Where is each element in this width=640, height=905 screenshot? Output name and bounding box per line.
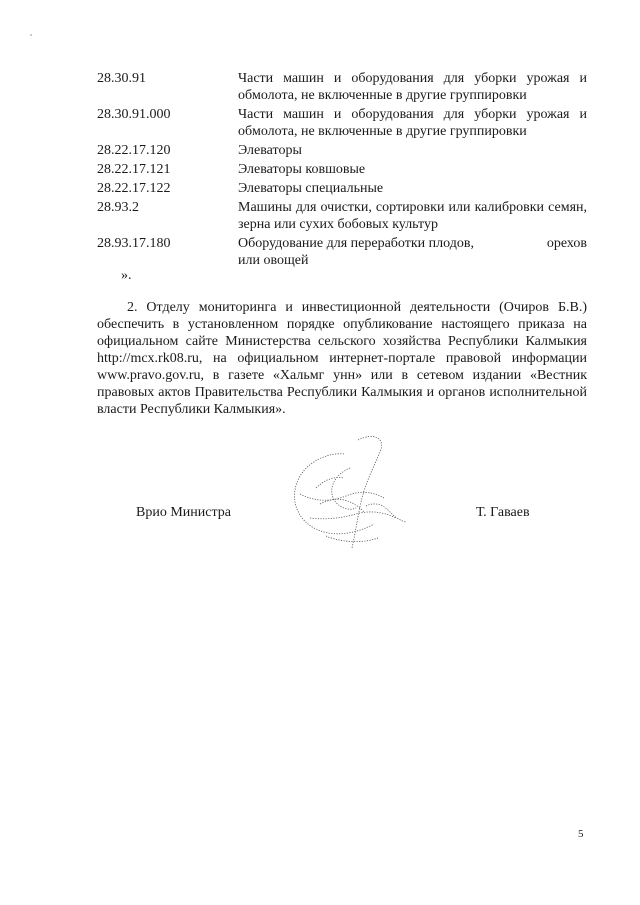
description-cell: Части машин и оборудования для уборки урожая и обмолота, не включенные в другие группировки <box>238 71 587 103</box>
codes-table <box>97 70 587 271</box>
page-number: 5 <box>578 828 584 840</box>
code-cell: 28.22.17.121 <box>97 162 171 177</box>
code-row <box>97 199 587 233</box>
closing-quote: ». <box>121 268 132 283</box>
code-cell: 28.22.17.120 <box>97 143 171 158</box>
code-cell: 28.30.91.000 <box>97 107 171 122</box>
handwritten-signature <box>270 432 430 562</box>
signatory-title: Врио Министра <box>136 505 231 520</box>
publication-paragraph: 2. Отделу мониторинга и инвестиционной деятельности (Очиров Б.В.) обеспечить в установленном порядке опубликование настоящего приказа на официальном сайте Министерства сельского хозяйства Республики Калмыкия http://mcx.rk08.ru, на официальном интернет-портале правовой информации www.pravo.gov.ru, в газете «Хальмг унн» или в сетевом издании «Вестник правовых актов Правительства Республики Калмыкия и органов исполнительной власти Республики Калмыкия». <box>97 300 587 417</box>
code-row <box>97 142 587 159</box>
description-part: орехов <box>546 236 587 251</box>
code-cell: 28.93.17.180 <box>97 236 171 251</box>
description-part: Оборудование для переработки плодов, <box>238 236 474 251</box>
scan-speck <box>30 34 32 36</box>
code-row <box>97 70 587 104</box>
description-cell: Элеваторы <box>238 143 302 158</box>
code-row <box>97 180 587 197</box>
description-cell <box>238 235 587 269</box>
description-cell: Элеваторы специальные <box>238 181 384 196</box>
code-row <box>97 235 587 269</box>
description-part: или овощей <box>238 253 309 268</box>
description-cell: Части машин и оборудования для уборки урожая и обмолота, не включенные в другие группировки <box>238 107 587 139</box>
signatory-name: Т. Гаваев <box>476 505 530 520</box>
code-cell: 28.93.2 <box>97 200 139 215</box>
description-cell: Машины для очистки, сортировки или калибровки семян, зерна или сухих бобовых культур <box>238 200 587 232</box>
code-cell: 28.30.91 <box>97 71 146 86</box>
code-row <box>97 161 587 178</box>
code-cell: 28.22.17.122 <box>97 181 171 196</box>
description-cell: Элеваторы ковшовые <box>238 162 366 177</box>
code-row <box>97 106 587 140</box>
